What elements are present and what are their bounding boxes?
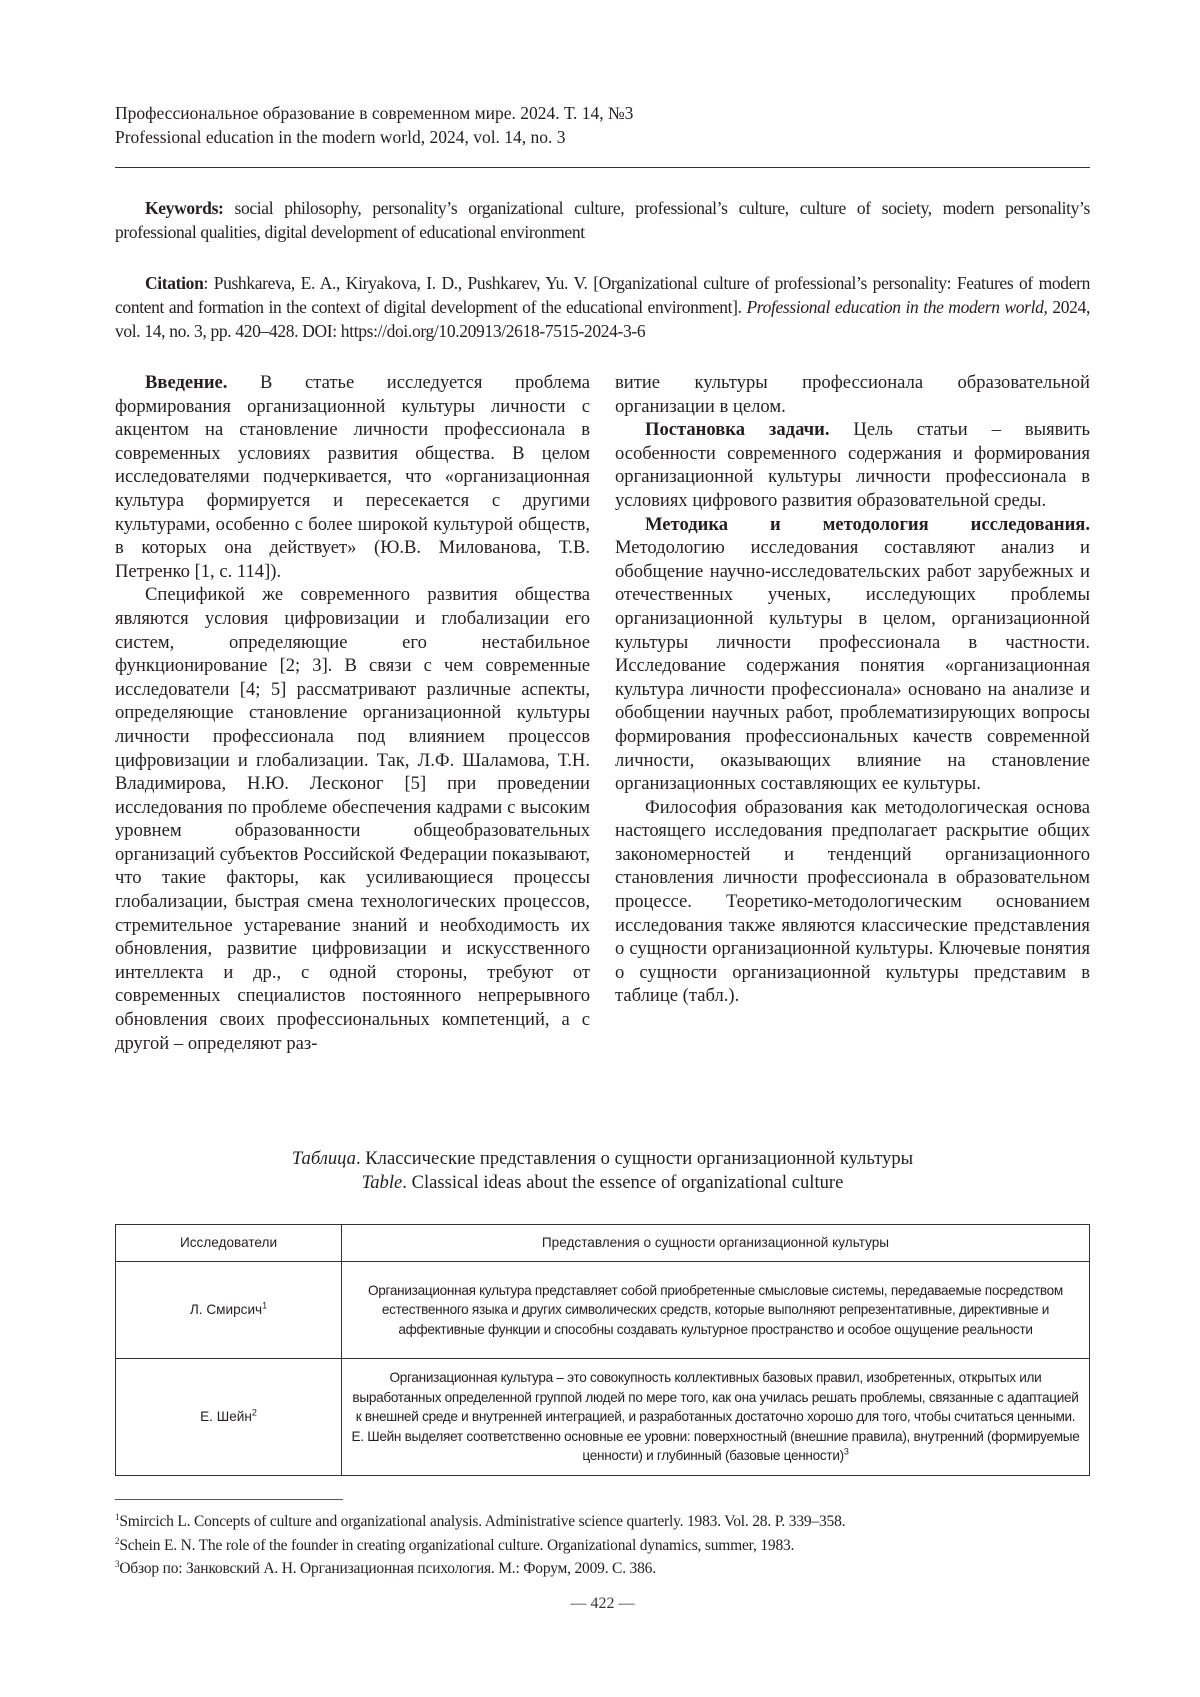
running-head: [115, 101, 1090, 149]
researcher-cell: [116, 1359, 342, 1476]
researcher-cell: [116, 1262, 342, 1359]
culture-table: [115, 1224, 1090, 1476]
paragraph-text: Методологию исследования составляют анализ и обобщение научно-исследовательских работ зарубежных и отечественных ученых, исследующих проблемы организационной культуры в целом, организационной культуры личности профессионала в частности. Исследование содержания понятия «организационная культура личности профессионала» основано на анализе и обобщении научных работ, проблематизирующих вопросы формирования профессиональных качеств современной личности, оказывающих влияние на становление организационных составляющих ее культуры.: [615, 537, 1090, 795]
header-divider: [115, 167, 1090, 168]
citation-block: [115, 271, 1090, 343]
paragraph-text: Спецификой же современного развития общества являются условия цифровизации и глобализации его систем, определяющие его нестабильное функционирование [2; 3]. В связи с чем современные исследователи [4; 5] рассматривают различные аспекты, определяющие становление организационной культуры личности профессионала под влиянием процессов цифровизации и глобализации. Так, Л.Ф. Шаламова, Т.Н. Владимирова, Н.Ю. Лесконог [5] при проведении исследования по проблеме обеспечения кадрами с высоким уровнем образованности общеобразовательных организаций субъектов Российской Федерации показывают, что такие факторы, как усиливающиеся процессы глобализации, быстрая смена технологических процессов, стремительное устаревание знаний и необходимость их обновления, развитие цифровизации и искусственного интеллекта и др., с одной стороны, требуют от современных специалистов постоянного непрерывного обновления своих профессиональных компетенций, а с другой – определяют раз-: [115, 584, 590, 1054]
description-text: Организационная культура – это совокупность коллективных базовых правил, изобретенных, открытых или выработанных определенной группой людей по мере того, как она училась решать проблемы, связанные с адаптацией к внешней среде и внутренней интеграцией, и разработанных достаточно хорошо для того, чтобы считаться ценными. Е. Шейн выделяет соответственно основные ее уровни: поверхностный (внешние правила), внутренний (формируемые ценности) и глубинный (базовые ценности): [351, 1370, 1080, 1464]
footnote-number: 2: [115, 1535, 120, 1546]
paragraph-problem-statement: [615, 418, 1090, 512]
section-heading-methodology: Методика и методология исследования.: [645, 513, 1090, 535]
table-caption-label: Table: [361, 1172, 403, 1193]
table-row: [116, 1359, 1090, 1476]
footnotes: [115, 1510, 1090, 1581]
footnote-number: 1: [115, 1511, 120, 1522]
table-caption-text: . Классические представления о сущности организационной культуры: [355, 1148, 914, 1169]
body-column-right: [615, 371, 1090, 1008]
column-header-ideas: Представления о сущности организационной культуры: [342, 1225, 1090, 1262]
footnote-divider: [115, 1499, 343, 1500]
description-cell: [342, 1262, 1090, 1359]
keywords-label: Keywords:: [145, 198, 224, 218]
citation-label: Citation: [145, 273, 204, 293]
table-caption-ru: [115, 1147, 1090, 1171]
table-header-row: [116, 1225, 1090, 1262]
researcher-name: Л. Смирсич: [189, 1302, 263, 1318]
citation-journal: Professional education in the modern world,: [746, 297, 1048, 317]
running-head-ru: Профессиональное образование в современном мире. 2024. Т. 14, №3: [115, 103, 634, 123]
running-head-en: Professional education in the modern world, 2024, vol. 14, no. 3: [115, 127, 566, 147]
footnote-ref[interactable]: 1: [262, 1300, 268, 1311]
description-cell: [342, 1359, 1090, 1476]
footnote-ref[interactable]: 2: [251, 1407, 257, 1418]
paragraph-text: витие культуры профессионала образовательной организации в целом.: [615, 372, 1090, 417]
footnote-text: Smircich L. Concepts of culture and organizational analysis. Administrative science quarterly. 1983. Vol. 28. P. 339–358.: [119, 1513, 846, 1530]
paragraph-methodology: [615, 513, 1090, 796]
paragraph-text: Философия образования как методологическая основа настоящего исследования предполагает раскрытие общих закономерностей и тенденций организационного становления личности профессионала в образовательном процессе. Теоретико-методологическим основанием исследования также являются классические представления о сущности организационной культуры. Ключевые понятия о сущности организационной культуры представим в таблице (табл.).: [615, 796, 1090, 1007]
paragraph-continued: [615, 371, 1090, 418]
table-caption-text: . Classical ideas about the essence of organizational culture: [402, 1172, 844, 1193]
citation-doi[interactable]: 2024, vol. 14, no. 3, pp. 420–428. DOI: https://doi.org/10.20913/2618-7515-2024-3-6: [115, 297, 1090, 341]
table-caption-en: [115, 1171, 1090, 1195]
citation-text: : Pushkareva, E. A., Kiryakova, I. D., Pushkarev, Yu. V. [Organizational culture of professional’s personality: Features of modern content and formation in the context of digital development of the educational environment].: [115, 273, 1090, 317]
table-caption: [115, 1147, 1090, 1195]
footnote: [115, 1534, 1090, 1558]
description-text: Организационная культура представляет собой приобретенные смысловые системы, передаваемые посредством естественного языка и других символических средств, которые выполняют репрезентативные, директивные и аффективные функции и способны создавать культурное пространство и особое ощущение реальности: [368, 1282, 1063, 1337]
keywords-text: social philosophy, personality’s organizational culture, professional’s culture, culture of society, modern personality’s professional qualities, digital development of educational environment: [115, 198, 1090, 242]
table-row: [116, 1262, 1090, 1359]
paragraph: [615, 796, 1090, 1008]
column-header-researchers: Исследователи: [116, 1225, 342, 1262]
footnote-ref[interactable]: 3: [843, 1446, 849, 1457]
paragraph-text: Цель статьи – выявить особенности современного содержания и формирования организационной культуры личности профессионала в условиях цифрового развития образовательной среды.: [615, 419, 1090, 511]
keywords-block: [115, 196, 1090, 244]
footnote-number: 3: [115, 1558, 120, 1569]
paragraph-text: В статье исследуется проблема формирования организационной культуры личности с акцентом на становление личности профессионала в современных условиях развития общества. В целом исследователями подчеркивается, что «организационная культура формируется и пересекается с другими культурами, особенно с более широкой культурой обществ, в которых она действует» (Ю.В. Милованова, Т.В. Петренко [1, с. 114]).: [115, 372, 590, 582]
section-heading-introduction: Введение.: [145, 372, 228, 393]
paragraph: [115, 583, 590, 1055]
footnote: [115, 1510, 1090, 1534]
paragraph-introduction: [115, 371, 590, 583]
footnote-text: Обзор по: Занковский А. Н. Организационная психология. М.: Форум, 2009. С. 386.: [119, 1560, 656, 1577]
body-column-left: [115, 371, 590, 1055]
table-caption-label: Таблица: [291, 1148, 356, 1169]
researcher-name: Е. Шейн: [200, 1409, 252, 1425]
section-heading-problem: Постановка задачи.: [645, 419, 830, 441]
footnote: [115, 1557, 1090, 1581]
footnote-text: Schein E. N. The role of the founder in creating organizational culture. Organizational dynamics, summer, 1983.: [119, 1536, 795, 1554]
page-number: — 422 —: [570, 1595, 635, 1612]
